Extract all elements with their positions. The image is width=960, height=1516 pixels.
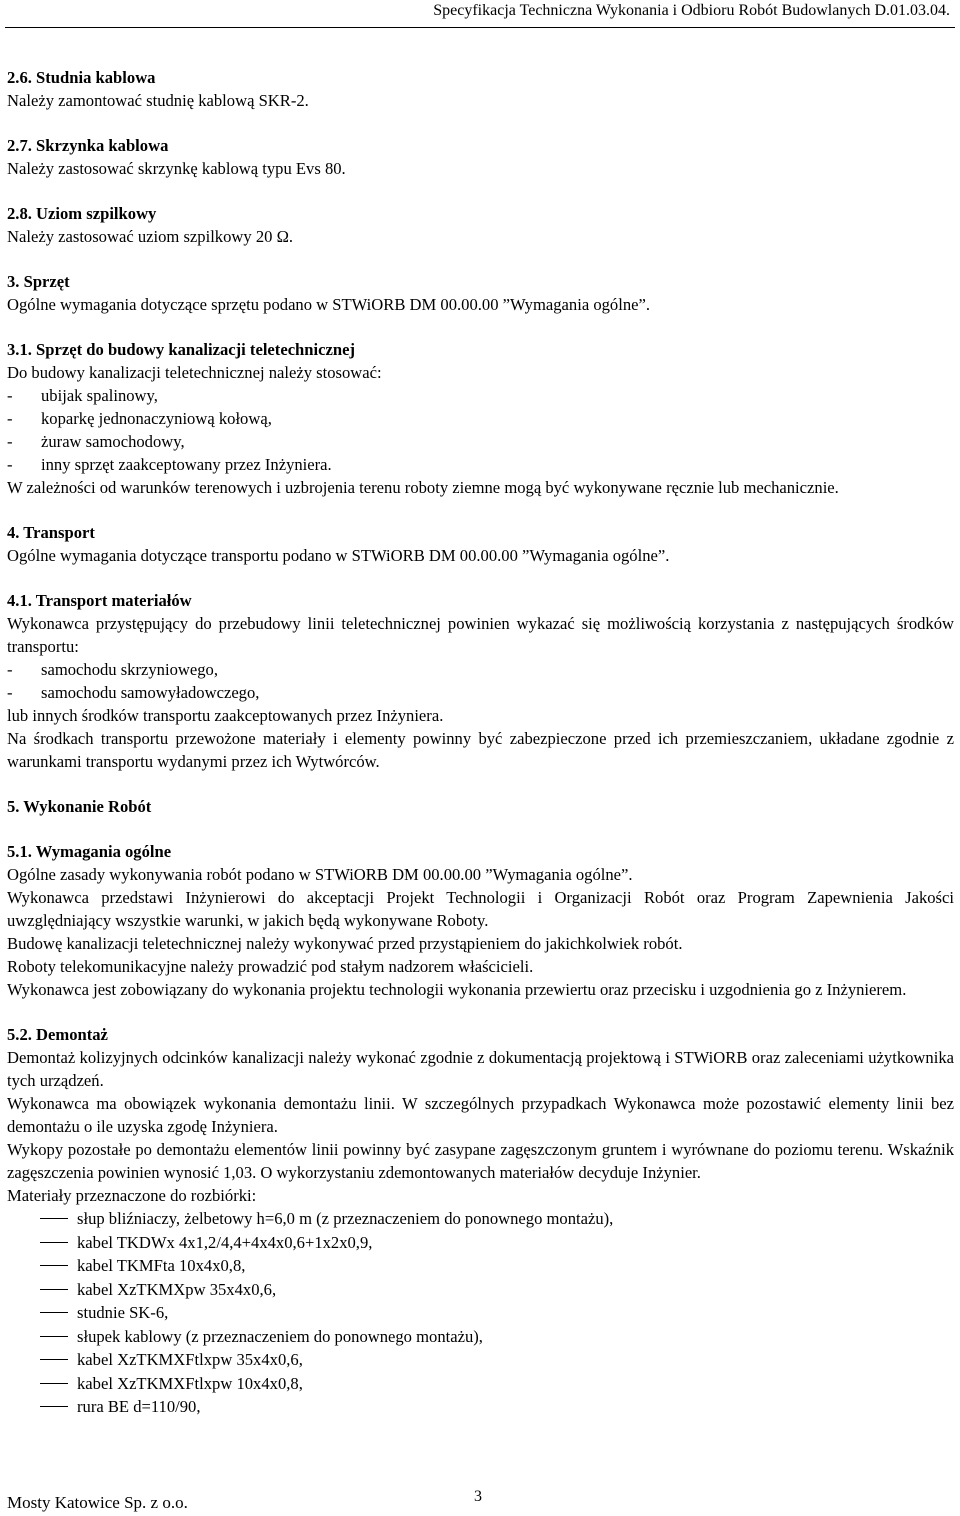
list-item: słup bliźniaczy, żelbetowy h=6,0 m (z przeznaczeniem do ponownego montażu), — [7, 1207, 954, 1231]
list-item: słupek kablowy (z przeznaczeniem do ponownego montażu), — [7, 1325, 954, 1349]
document-body — [7, 66, 954, 1419]
list-item: rura BE d=110/90, — [7, 1395, 954, 1419]
section-p4-5-1: Roboty telekomunikacyjne należy prowadzić pod stałym nadzorem właścicieli. — [7, 957, 534, 976]
list-item: kabel XzTKMXFtlxpw 10x4x0,8, — [7, 1372, 954, 1396]
section-heading-3-1: 3.1. Sprzęt do budowy kanalizacji teletechnicznej — [7, 340, 355, 359]
demolition-materials-list — [7, 1207, 954, 1419]
section-p5-5-1: Wykonawca jest zobowiązany do wykonania projektu technologii wykonania przewiertu oraz przecisku i uzgodnienia go z Inżynierem. — [7, 980, 907, 999]
section-heading-5-1: 5.1. Wymagania ogólne — [7, 842, 172, 861]
list-item: - żuraw samochodowy, — [7, 432, 185, 451]
header-rule — [5, 27, 955, 28]
section-text-2-8: Należy zastosować uziom szpilkowy 20 Ω. — [7, 227, 294, 246]
section-intro-4-1: Wykonawca przystępujący do przebudowy linii teletechnicznej powinien wykazać się możliwością korzystania z następujących środków transportu: — [7, 614, 954, 656]
section-list-intro-5-2: Materiały przeznaczone do rozbiórki: — [7, 1186, 257, 1205]
section-p2-5-2: Wykonawca ma obowiązek wykonania demontażu linii. W szczególnych przypadkach Wykonawca może pozostawić elementy linii bez demontażu o ile uzyska zgodę Inżyniera. — [7, 1094, 954, 1136]
list-item: - koparkę jednonaczyniową kołową, — [7, 409, 272, 428]
page-number: 3 — [474, 1488, 482, 1505]
list-item: kabel TKMFta 10x4x0,8, — [7, 1254, 954, 1278]
list-item: kabel TKDWx 4x1,2/4,4+4x4x0,6+1x2x0,9, — [7, 1231, 954, 1255]
section-p1-5-1: Ogólne zasady wykonywania robót podano w STWiORB DM 00.00.00 ”Wymagania ogólne”. — [7, 865, 633, 884]
section-text-3: Ogólne wymagania dotyczące sprzętu podano w STWiORB DM 00.00.00 ”Wymagania ogólne”. — [7, 295, 651, 314]
section-heading-2-7: 2.7. Skrzynka kablowa — [7, 136, 169, 155]
section-text-2-7: Należy zastosować skrzynkę kablową typu Evs 80. — [7, 159, 346, 178]
section-p3-5-2: Wykopy pozostałe po demontażu elementów linii powinny być zasypane zagęszczonym gruntem i wyrównane do poziomu terenu. Wskaźnik zagęszczenia powinien wynosić 1,03. O wykorzystaniu zdemontowanych materiałów decyduje Inżynier. — [7, 1140, 954, 1182]
section-text-2-6: Należy zamontować studnię kablową SKR-2. — [7, 91, 309, 110]
section-heading-4-1: 4.1. Transport materiałów — [7, 591, 192, 610]
section-heading-2-6: 2.6. Studnia kablowa — [7, 68, 156, 87]
document-header-title: Specyfikacja Techniczna Wykonania i Odbioru Robót Budowlanych D.01.03.04. — [433, 2, 950, 19]
list-item: - inny sprzęt zaakceptowany przez Inżyniera. — [7, 455, 332, 474]
section-heading-3: 3. Sprzęt — [7, 272, 70, 291]
section-p2-5-1: Wykonawca przedstawi Inżynierowi do akceptacji Projekt Technologii i Organizacji Robót oraz Program Zapewnienia Jakości uwzględniający wszystkie warunki, w jakich będą wykonywane Roboty. — [7, 888, 954, 930]
section-heading-5-2: 5.2. Demontaż — [7, 1025, 108, 1044]
list-item: kabel XzTKMXFtlxpw 35x4x0,6, — [7, 1348, 954, 1372]
section-p3-5-1: Budowę kanalizacji teletechnicznej należy wykonywać przed przystąpieniem do jakichkolwiek robót. — [7, 934, 683, 953]
list-item: - ubijak spalinowy, — [7, 386, 158, 405]
section-p1-5-2: Demontaż kolizyjnych odcinków kanalizacji należy wykonać zgodnie z dokumentacją projektową i STWiORB oraz zaleceniami użytkownika tych urządzeń. — [7, 1048, 954, 1090]
section-heading-2-8: 2.8. Uziom szpilkowy — [7, 204, 157, 223]
section-intro-3-1: Do budowy kanalizacji teletechnicznej należy stosować: — [7, 363, 382, 382]
section-after-4-1: lub innych środków transportu zaakceptowanych przez Inżyniera. — [7, 706, 444, 725]
section-note-3-1: W zależności od warunków terenowych i uzbrojenia terenu roboty ziemne mogą być wykonywane ręcznie lub mechanicznie. — [7, 478, 839, 497]
section-heading-4: 4. Transport — [7, 523, 95, 542]
section-heading-5: 5. Wykonanie Robót — [7, 797, 152, 816]
section-text-4: Ogólne wymagania dotyczące transportu podano w STWiORB DM 00.00.00 ”Wymagania ogólne”. — [7, 546, 670, 565]
section-note-4-1: Na środkach transportu przewożone materiały i elementy powinny być zabezpieczone przed ich przemieszczaniem, układane zgodnie z warunkami transportu wydanymi przez ich Wytwórców. — [7, 729, 954, 771]
footer-company: Mosty Katowice Sp. z o.o. — [7, 1493, 188, 1512]
list-item: - samochodu skrzyniowego, — [7, 660, 218, 679]
list-item: studnie SK-6, — [7, 1301, 954, 1325]
list-item: kabel XzTKMXpw 35x4x0,6, — [7, 1278, 954, 1302]
list-item: - samochodu samowyładowczego, — [7, 683, 260, 702]
